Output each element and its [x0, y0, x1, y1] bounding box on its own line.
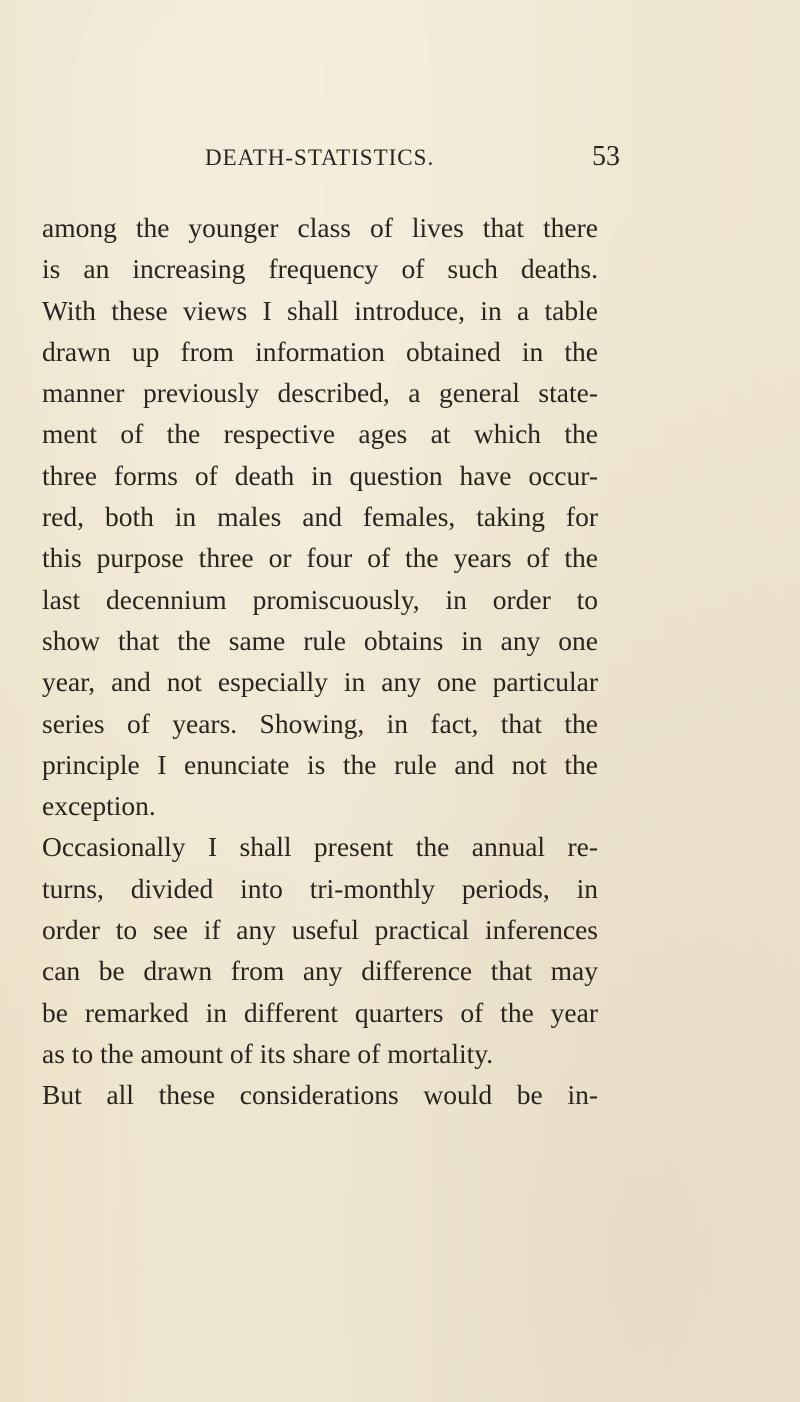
text-line: But all these considerations would be in-: [42, 1079, 598, 1111]
page-number: 53: [592, 141, 620, 172]
text-line: drawn up from information obtained in the: [42, 335, 598, 367]
text-line: series of years. Showing, in fact, that the: [42, 707, 598, 739]
text-line: show that the same rule obtains in any one: [42, 624, 598, 656]
text-line: principle I enunciate is the rule and not the: [42, 748, 598, 780]
body-text: [42, 207, 598, 1116]
text-line: among the younger class of lives that there: [42, 212, 598, 243]
text-line: be remarked in different quarters of the year: [42, 996, 598, 1028]
text-line: last decennium promiscuously, in order to: [42, 583, 598, 615]
text-line: exception.: [42, 790, 156, 822]
text-line: is an increasing frequency of such deaths.: [42, 253, 598, 285]
text-line: order to see if any useful practical inferences: [42, 914, 598, 946]
text-line: this purpose three or four of the years of the: [42, 542, 598, 574]
text-line: year, and not especially in any one particular: [42, 666, 598, 698]
text-line: three forms of death in question have occur-: [42, 459, 598, 491]
text-line: manner previously described, a general state-: [42, 377, 598, 409]
text-line: red, both in males and females, taking for: [42, 501, 598, 533]
text-line: as to the amount of its share of mortality.: [42, 1037, 494, 1069]
text-line: can be drawn from any difference that may: [42, 955, 598, 987]
page-header: [205, 141, 620, 181]
text-line: With these views I shall introduce, in a table: [42, 294, 598, 326]
running-title: DEATH-STATISTICS.: [205, 145, 435, 170]
text-line: ment of the respective ages at which the: [42, 418, 598, 450]
text-line: turns, divided into tri-monthly periods, in: [42, 872, 598, 904]
text-line: Occasionally I shall present the annual re-: [42, 831, 598, 863]
